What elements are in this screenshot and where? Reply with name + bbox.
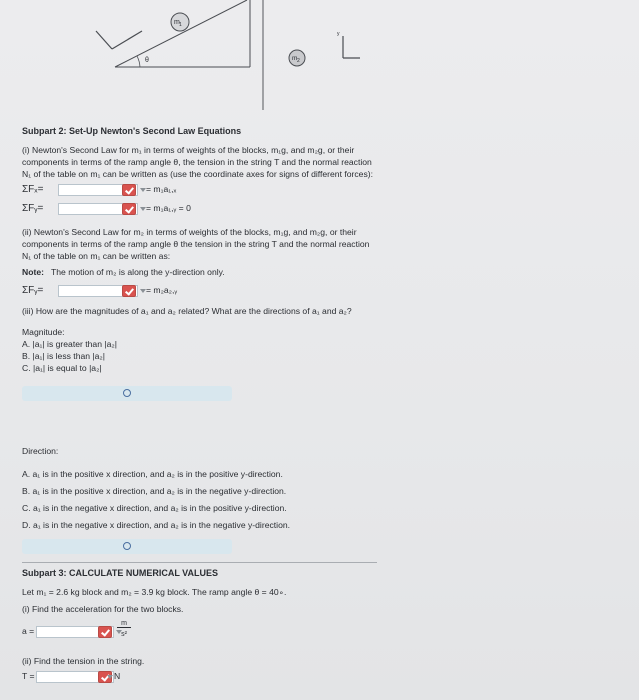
eq3-check-icon[interactable] bbox=[122, 285, 136, 297]
section-divider bbox=[22, 562, 377, 563]
eq3-rhs: = m₂a₂,ᵧ bbox=[146, 285, 178, 295]
eq3-lhs: ΣFᵧ= bbox=[22, 285, 44, 296]
tension-caret-icon[interactable] bbox=[107, 675, 113, 679]
eq2-rhs: = m₁a₁,ᵧ = 0 bbox=[146, 203, 191, 213]
block1-sub: 1 bbox=[179, 22, 182, 28]
accel-label: a = bbox=[22, 626, 35, 636]
subpart2-heading: Subpart 2: Set-Up Newton's Second Law Equations bbox=[22, 126, 242, 136]
note-text: The motion of m₂ is along the y-direction only. bbox=[51, 267, 225, 277]
ramp-incline bbox=[115, 0, 247, 67]
direction-option-a: A. a₁ is in the positive x direction, and a₂ is in the positive y-direction. bbox=[22, 469, 283, 479]
part-iii: (iii) How are the magnitudes of a₁ and a₂ related? What are the directions of a₁ and a₂? bbox=[22, 306, 352, 316]
part-i-line2: components in terms of the ramp angle θ, the tension in the string T and the normal reaction bbox=[22, 157, 372, 167]
ramp-diagram bbox=[0, 0, 639, 110]
magnitude-select[interactable] bbox=[22, 386, 232, 401]
magnitude-option-a: A. |a₁| is greater than |a₂| bbox=[22, 339, 117, 349]
subpart3-heading: Subpart 3: CALCULATE NUMERICAL VALUES bbox=[22, 568, 219, 578]
tension-unit: N bbox=[114, 671, 121, 681]
part-ii-line1: (ii) Newton's Second Law for m₂ in terms of weights of the blocks, m₁g, and m₂g, or their bbox=[22, 227, 357, 237]
magnitude-option-c: C. |a₁| is equal to |a₂| bbox=[22, 363, 102, 373]
note-label: Note: bbox=[22, 267, 44, 277]
eq2-lhs: ΣFᵧ= bbox=[22, 203, 44, 214]
part-i-line1: (i) Newton's Second Law for m₁ in terms of weights of the blocks, m₁g, and m₂g, or their bbox=[22, 145, 355, 155]
magnitude-label: Magnitude: bbox=[22, 327, 65, 337]
eq1-check-icon[interactable] bbox=[122, 184, 136, 196]
accel-check-icon[interactable] bbox=[98, 626, 112, 638]
subpart3-part-i: (i) Find the acceleration for the two blocks. bbox=[22, 604, 184, 614]
subpart3-part-ii: (ii) Find the tension in the string. bbox=[22, 656, 145, 666]
dropdown-icon bbox=[123, 389, 131, 397]
magnitude-option-b: B. |a₁| is less than |a₂| bbox=[22, 351, 105, 361]
angle-arc bbox=[137, 56, 140, 67]
block2-label: m bbox=[292, 55, 298, 62]
part-ii-line2: components in terms of the ramp angle θ the tension in the string T and the normal reaction bbox=[22, 239, 370, 249]
direction-option-c: C. a₁ is in the negative x direction, and a₂ is in the positive y-direction. bbox=[22, 503, 287, 513]
direction-option-d: D. a₁ is in the negative x direction, and a₂ is in the negative y-direction. bbox=[22, 520, 291, 530]
ramp-left-arm bbox=[96, 31, 112, 49]
axis-y-label: y bbox=[337, 31, 340, 37]
part-i-line3: N₁ of the table on m₁ can be written as (use the coordinate axes for signs of different forces): bbox=[22, 169, 374, 179]
eq2-check-icon[interactable] bbox=[122, 203, 136, 215]
accel-unit-den: s² bbox=[121, 631, 127, 638]
direction-select[interactable] bbox=[22, 539, 232, 554]
direction-option-b: B. a₁ is in the positive x direction, and a₂ is in the negative y-direction. bbox=[22, 486, 287, 496]
block1-label: m bbox=[174, 19, 180, 26]
block2-sub: 2 bbox=[297, 58, 300, 64]
direction-label: Direction: bbox=[22, 446, 59, 456]
eq1-rhs: = m₁a₁,ₓ bbox=[146, 184, 177, 194]
angle-label: θ bbox=[145, 57, 149, 64]
part-ii-line3: N₁ of the table on m₁ can be written as: bbox=[22, 251, 171, 261]
eq1-lhs: ΣFₓ= bbox=[22, 184, 44, 195]
subpart3-given: Let m₁ = 2.6 kg block and m₂ = 3.9 kg block. The ramp angle θ = 40∘. bbox=[22, 587, 287, 597]
accel-unit-num: m bbox=[117, 620, 131, 628]
dropdown-icon bbox=[123, 542, 131, 550]
tension-label: T = bbox=[22, 671, 35, 681]
ramp-right-arm bbox=[112, 31, 142, 49]
